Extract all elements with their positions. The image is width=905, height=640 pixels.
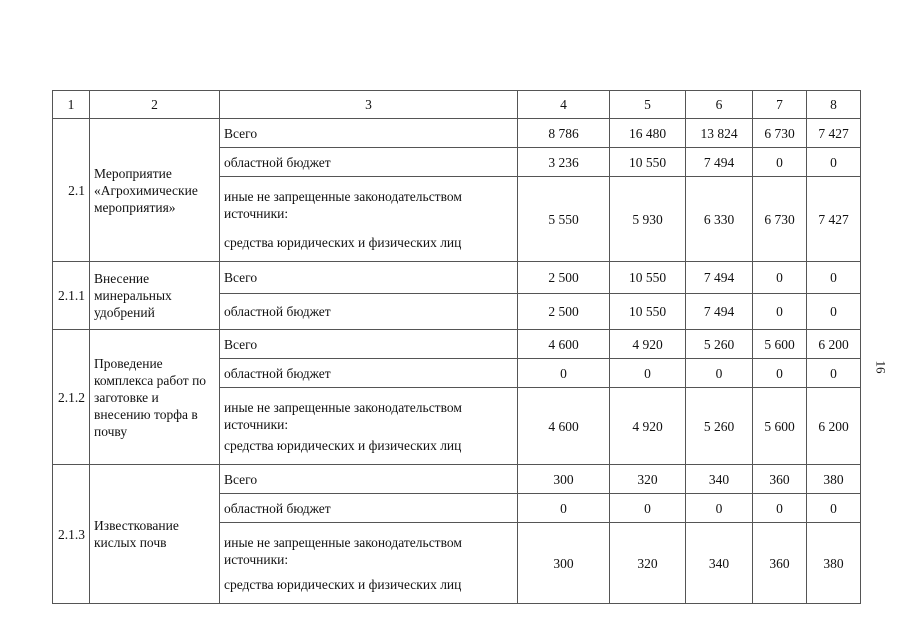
- budget-table: [52, 90, 861, 604]
- value-cell: 0: [807, 148, 861, 177]
- item-name: Проведение комплекса работ по заготовке и внесению торфа в почву: [90, 330, 220, 465]
- legal-entities-label: средства юридических и физических лиц: [224, 438, 462, 453]
- value-cell: 6 200: [807, 330, 861, 359]
- value-cell: 0: [807, 262, 861, 294]
- value-cell: 4 920: [610, 388, 686, 465]
- source-label: областной бюджет: [220, 148, 518, 177]
- value-cell: 5 260: [686, 330, 753, 359]
- source-label: областной бюджет: [220, 294, 518, 330]
- value-cell: 10 550: [610, 262, 686, 294]
- item-number: 2.1.2: [53, 330, 90, 465]
- value-cell: 0: [807, 359, 861, 388]
- value-cell: 7 494: [686, 294, 753, 330]
- value-cell: 6 730: [753, 177, 807, 262]
- value-cell: 7 427: [807, 177, 861, 262]
- value-cell: 0: [753, 262, 807, 294]
- header-cell: 1: [53, 91, 90, 119]
- value-cell: 380: [807, 465, 861, 494]
- header-cell: 2: [90, 91, 220, 119]
- page-number: 16: [873, 360, 889, 374]
- value-cell: 380: [807, 523, 861, 604]
- legal-entities-label: средства юридических и физических лиц: [224, 577, 462, 592]
- value-cell: 5 550: [518, 177, 610, 262]
- item-name: Мероприятие «Агрохимические мероприятия»: [90, 119, 220, 262]
- other-sources-note: иные не запрещенные законодательством источники:: [224, 189, 462, 221]
- source-label: областной бюджет: [220, 494, 518, 523]
- source-label: [220, 388, 518, 465]
- value-cell: 300: [518, 465, 610, 494]
- header-cell: 5: [610, 91, 686, 119]
- value-cell: 0: [518, 359, 610, 388]
- item-number: 2.1.1: [53, 262, 90, 330]
- source-label: областной бюджет: [220, 359, 518, 388]
- value-cell: 320: [610, 523, 686, 604]
- legal-entities-label: средства юридических и физических лиц: [224, 235, 462, 250]
- item-name: Внесение минеральных удобрений: [90, 262, 220, 330]
- header-row: [53, 91, 861, 119]
- value-cell: 360: [753, 465, 807, 494]
- value-cell: 320: [610, 465, 686, 494]
- header-cell: 3: [220, 91, 518, 119]
- table-row: [53, 465, 861, 494]
- value-cell: 10 550: [610, 294, 686, 330]
- value-cell: 6 330: [686, 177, 753, 262]
- value-cell: 5 600: [753, 388, 807, 465]
- value-cell: 0: [753, 494, 807, 523]
- source-label: Всего: [220, 262, 518, 294]
- value-cell: 0: [518, 494, 610, 523]
- table-row: [53, 119, 861, 148]
- value-cell: 5 260: [686, 388, 753, 465]
- header-cell: 7: [753, 91, 807, 119]
- item-number: 2.1.3: [53, 465, 90, 604]
- table-row: [53, 330, 861, 359]
- value-cell: 16 480: [610, 119, 686, 148]
- source-label: Всего: [220, 119, 518, 148]
- value-cell: 2 500: [518, 294, 610, 330]
- header-cell: 6: [686, 91, 753, 119]
- source-label: [220, 177, 518, 262]
- source-label: Всего: [220, 330, 518, 359]
- value-cell: 4 920: [610, 330, 686, 359]
- value-cell: 8 786: [518, 119, 610, 148]
- value-cell: 0: [807, 494, 861, 523]
- value-cell: 0: [753, 148, 807, 177]
- value-cell: 6 200: [807, 388, 861, 465]
- value-cell: 3 236: [518, 148, 610, 177]
- header-cell: 8: [807, 91, 861, 119]
- table-row: [53, 262, 861, 294]
- value-cell: 2 500: [518, 262, 610, 294]
- value-cell: 7 494: [686, 148, 753, 177]
- value-cell: 13 824: [686, 119, 753, 148]
- other-sources-note: иные не запрещенные законодательством источники:: [224, 400, 462, 432]
- value-cell: 10 550: [610, 148, 686, 177]
- value-cell: 0: [753, 294, 807, 330]
- value-cell: 0: [753, 359, 807, 388]
- item-name: Известкование кислых почв: [90, 465, 220, 604]
- value-cell: 0: [610, 494, 686, 523]
- header-cell: 4: [518, 91, 610, 119]
- value-cell: 7 494: [686, 262, 753, 294]
- value-cell: 0: [807, 294, 861, 330]
- value-cell: 4 600: [518, 330, 610, 359]
- value-cell: 4 600: [518, 388, 610, 465]
- other-sources-note: иные не запрещенные законодательством источники:: [224, 535, 462, 567]
- value-cell: 340: [686, 523, 753, 604]
- value-cell: 0: [686, 359, 753, 388]
- value-cell: 300: [518, 523, 610, 604]
- value-cell: 360: [753, 523, 807, 604]
- item-number: 2.1: [53, 119, 90, 262]
- value-cell: 0: [686, 494, 753, 523]
- value-cell: 0: [610, 359, 686, 388]
- value-cell: 340: [686, 465, 753, 494]
- value-cell: 6 730: [753, 119, 807, 148]
- source-label: Всего: [220, 465, 518, 494]
- value-cell: 5 600: [753, 330, 807, 359]
- value-cell: 7 427: [807, 119, 861, 148]
- value-cell: 5 930: [610, 177, 686, 262]
- source-label: [220, 523, 518, 604]
